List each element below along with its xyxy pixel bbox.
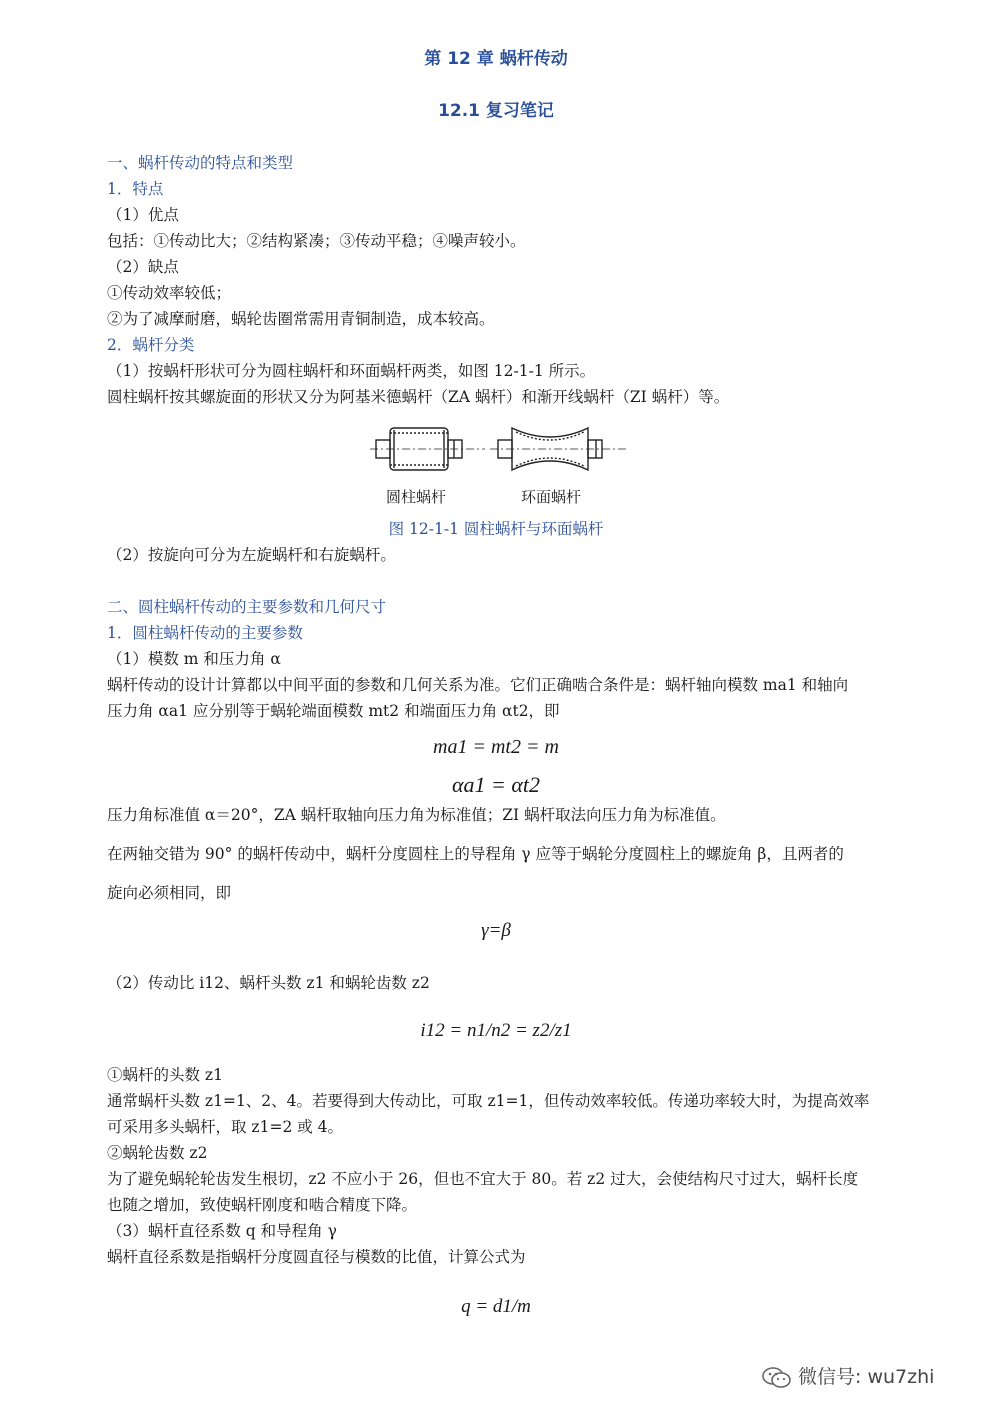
paragraph: 可采用多头蜗杆，取 z1=2 或 4。 (107, 1118, 344, 1136)
paragraph: 蜗杆传动的设计计算都以中间平面的参数和几何关系为准。它们正确啮合条件是：蜗杆轴向模数 ma1 和轴向 (107, 676, 849, 694)
paragraph: （1）模数 m 和压力角 α (107, 650, 281, 668)
paragraph: ①传动效率较低； (107, 284, 232, 302)
formula-diameter-factor: q = d1/m (461, 1296, 531, 1317)
worm-figure (370, 420, 630, 480)
paragraph: （1）按蜗杆形状可分为圆柱蜗杆和环面蜗杆两类，如图 12-1-1 所示。 (107, 362, 596, 380)
paragraph: 通常蜗杆头数 z1=1、2、4。若要得到大传动比，可取 z1=1，但传动效率较低。传递功率较大时，为提高效率 (107, 1092, 870, 1110)
heading-2-1: 1．圆柱蜗杆传动的主要参数 (107, 624, 303, 642)
paragraph: 为了避免蜗轮轮齿发生根切，z2 不应小于 26，但也不宜大于 80。若 z2 过大，会使结构尺寸过大，蜗杆长度 (107, 1170, 859, 1188)
enveloping-worm-drawing (490, 428, 628, 470)
heading-1: 一、蜗杆传动的特点和类型 (107, 154, 294, 172)
wechat-icon (762, 1366, 792, 1390)
paragraph: 蜗杆直径系数是指蜗杆分度圆直径与模数的比值，计算公式为 (107, 1248, 526, 1266)
paragraph: 旋向必须相同，即 (107, 884, 232, 902)
formula-module: ma1 = mt2 = m (433, 736, 559, 758)
figure-caption: 图 12-1-1 圆柱蜗杆与环面蜗杆 (388, 520, 604, 538)
paragraph: 在两轴交错为 90° 的蜗杆传动中，蜗杆分度圆柱上的导程角 γ 应等于蜗轮分度圆柱上的螺旋角 β，且两者的 (107, 845, 844, 863)
formula-pressure-angle: αa1 = αt2 (451, 772, 541, 797)
formula-lead-angle: γ=β (481, 920, 511, 941)
heading-1-1: 1．特点 (107, 180, 164, 198)
paragraph: ②蜗轮齿数 z2 (107, 1144, 208, 1162)
section-title: 12.1 复习笔记 (438, 101, 554, 121)
paragraph: （2）按旋向可分为左旋蜗杆和右旋蜗杆。 (107, 546, 396, 564)
paragraph: ①蜗杆的头数 z1 (107, 1066, 223, 1084)
wechat-text: 微信号: wu7zhi (798, 1366, 935, 1388)
paragraph: （3）蜗杆直径系数 q 和导程角 γ (107, 1222, 337, 1240)
figure-label-cylindrical: 圆柱蜗杆 (386, 488, 447, 506)
paragraph: 压力角 αa1 应分别等于蜗轮端面模数 mt2 和端面压力角 αt2，即 (107, 702, 560, 720)
paragraph: （1）优点 (107, 206, 179, 224)
heading-2: 二、圆柱蜗杆传动的主要参数和几何尺寸 (107, 598, 387, 616)
paragraph: 圆柱蜗杆按其螺旋面的形状又分为阿基米德蜗杆（ZA 蜗杆）和渐开线蜗杆（ZI 蜗杆）等。 (107, 388, 730, 406)
paragraph: 包括：①传动比大；②结构紧凑；③传动平稳；④噪声较小。 (107, 232, 526, 250)
paragraph: （2）缺点 (107, 258, 179, 276)
heading-1-2: 2．蜗杆分类 (107, 336, 195, 354)
paragraph: （2）传动比 i12、蜗杆头数 z1 和蜗轮齿数 z2 (107, 974, 430, 992)
figure-label-enveloping: 环面蜗杆 (521, 488, 582, 506)
wechat-watermark (762, 1362, 934, 1390)
formula-ratio: i12 = n1/n2 = z2/z1 (420, 1020, 572, 1041)
paragraph: ②为了减摩耐磨，蜗轮齿圈常需用青铜制造，成本较高。 (107, 310, 495, 328)
paragraph: 压力角标准值 α＝20°，ZA 蜗杆取轴向压力角为标准值；ZI 蜗杆取法向压力角为标准值。 (107, 806, 726, 824)
paragraph: 也随之增加，致使蜗杆刚度和啮合精度下降。 (107, 1196, 418, 1214)
chapter-title: 第 12 章 蜗杆传动 (424, 49, 568, 69)
cylindrical-worm-drawing (370, 428, 485, 470)
